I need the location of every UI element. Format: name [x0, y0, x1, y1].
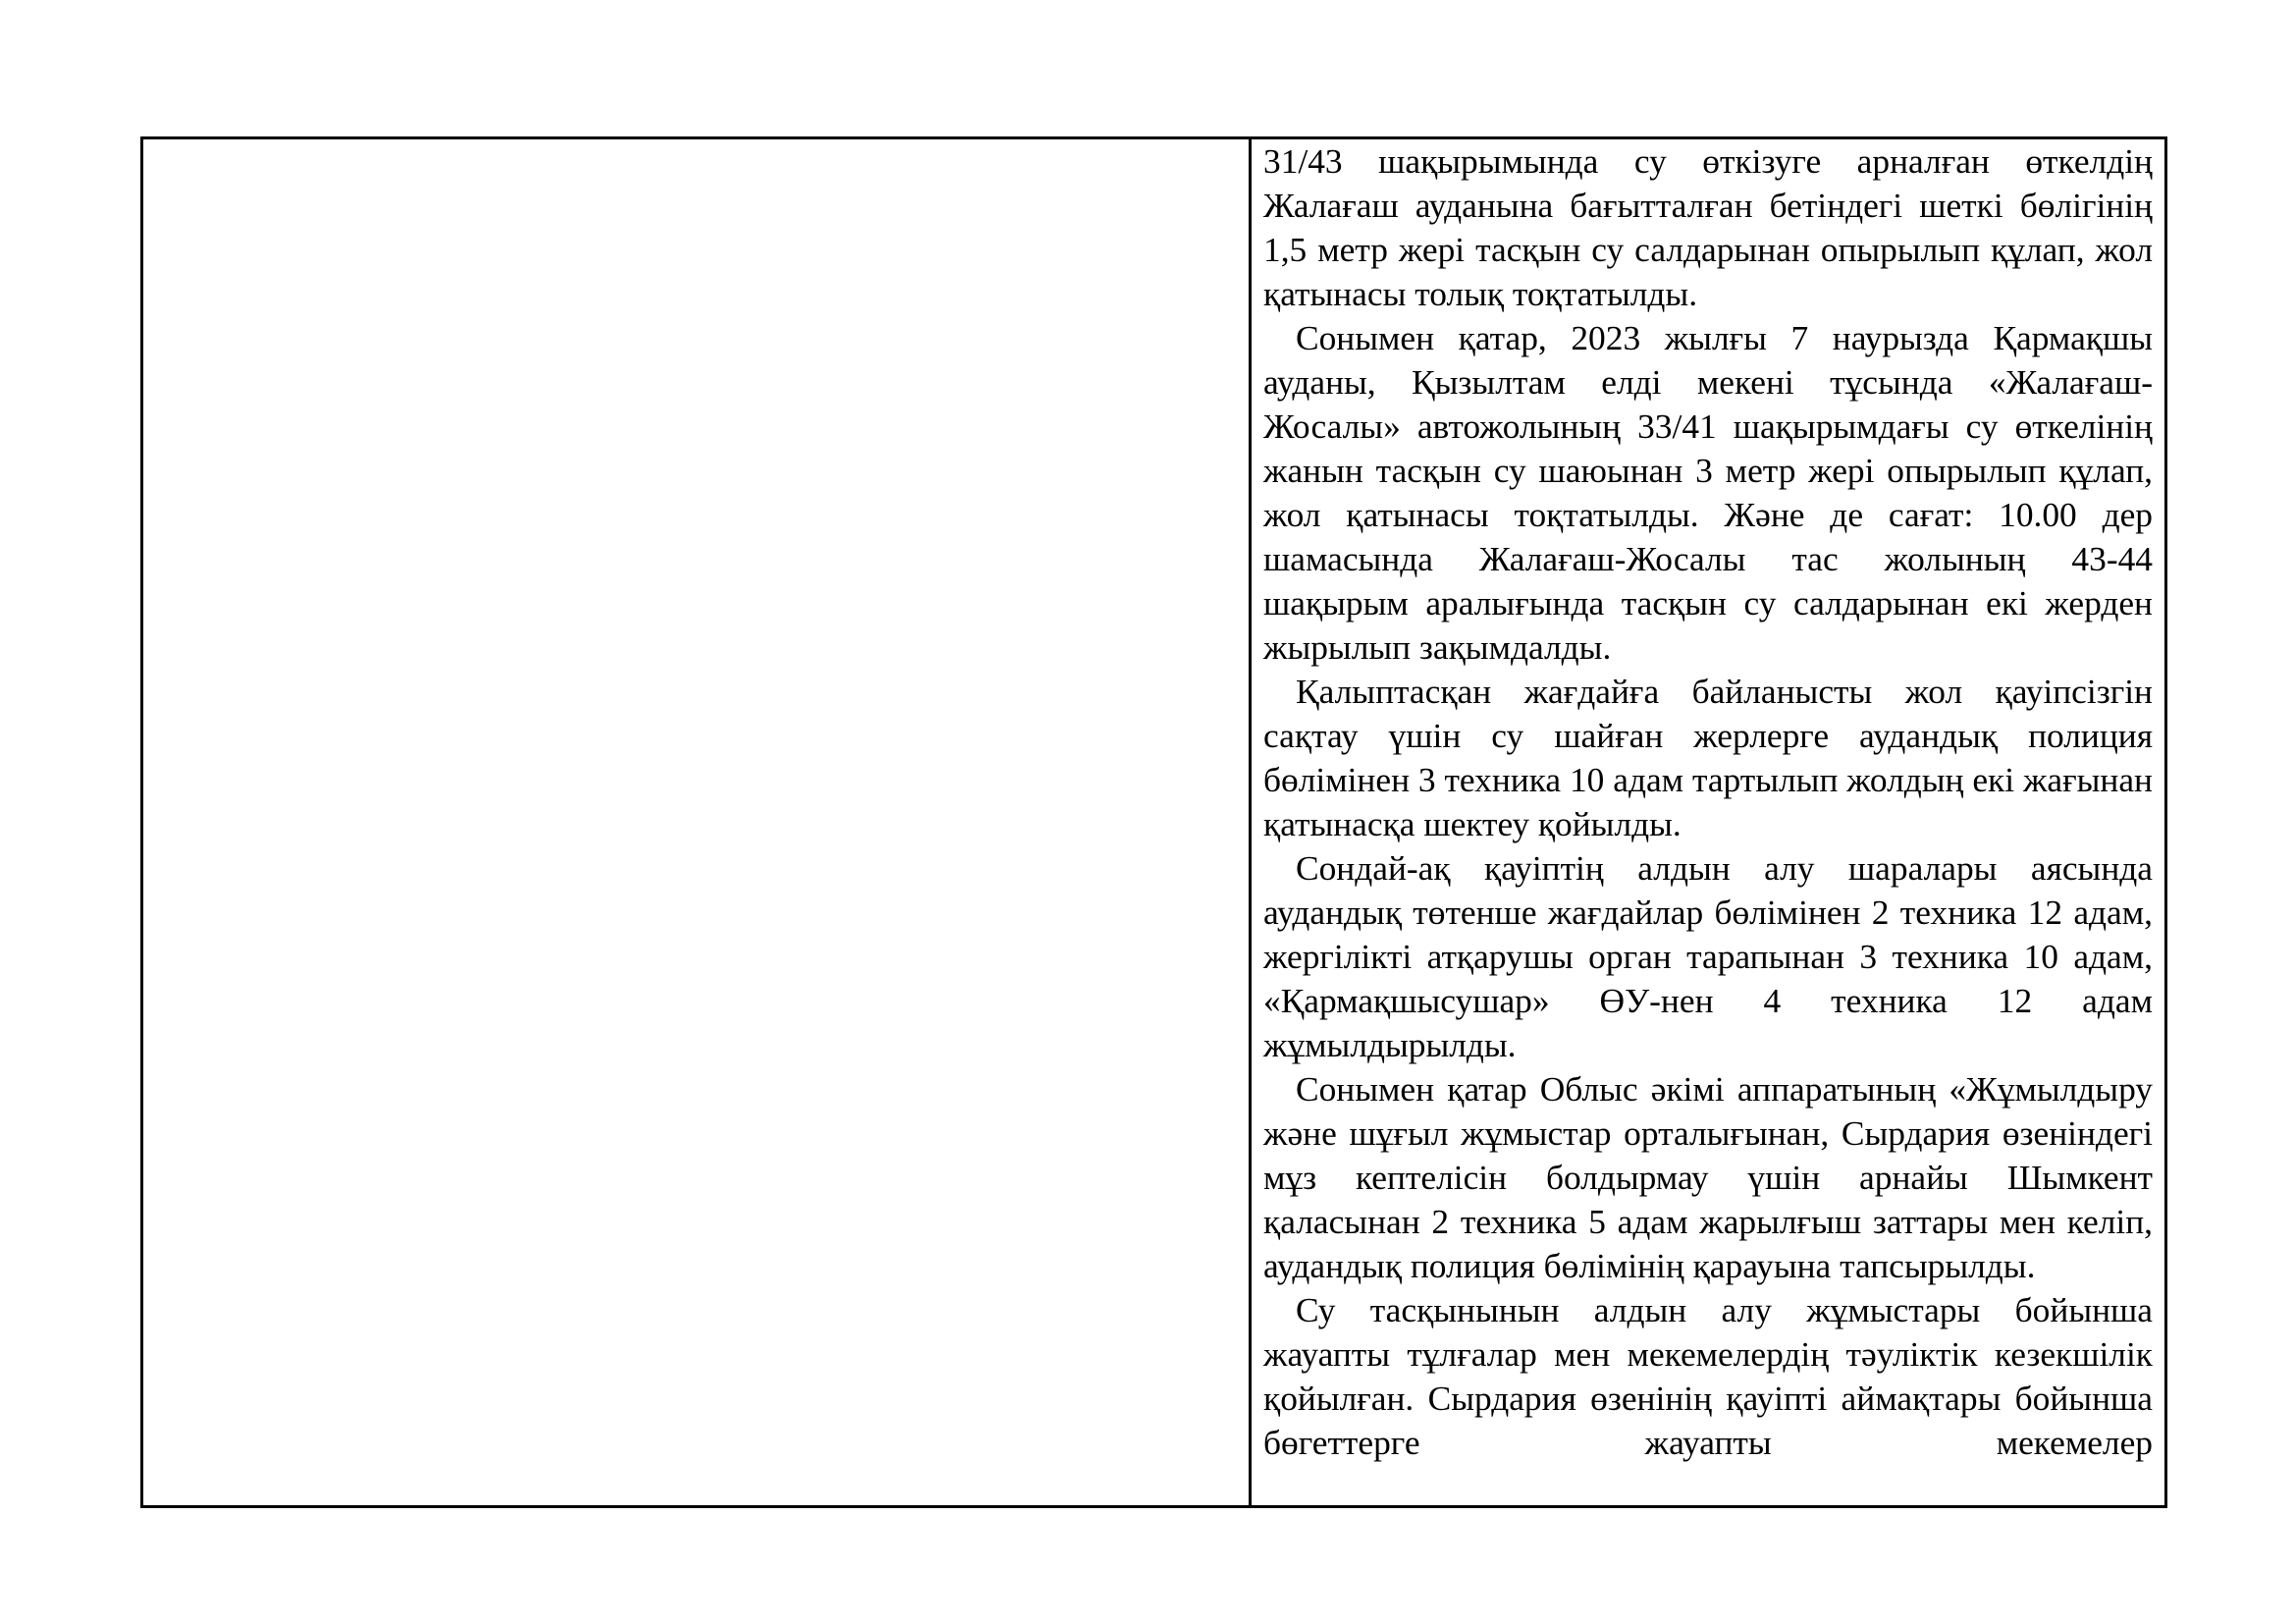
left-table-cell — [143, 139, 1252, 1505]
document-table — [140, 136, 2167, 1508]
paragraph-3: Қалыптасқан жағдайға байланысты жол қауіпсізгін сақтау үшін су шайған жерлерге аудандық полиция бөлімінен 3 техника 10 адам тартылып жолдың екі жағынан қатынасқа шектеу қойылды. — [1263, 672, 2153, 843]
right-table-cell — [1252, 139, 2164, 1505]
paragraph-5: Сонымен қатар Облыс әкімі аппаратының «Жұмылдыру және шұғыл жұмыстар орталығынан, Сырдария өзеніндегі мұз кептелісін болдырмау үшін арнайы Шымкент қаласынан 2 техника 5 адам жарылғыш заттары мен келіп, аудандық полиция бөлімінің қарауына тапсырылды. — [1263, 1069, 2153, 1285]
paragraph-4: Сондай-ақ қауіптің алдын алу шаралары аясында аудандық төтенше жағдайлар бөлімінен 2 техника 12 адам, жергілікті атқарушы орган тарапынан 3 техника 10 адам, «Қармақшысушар» ӨУ-нен 4 техника 12 адам жұмылдырылды. — [1263, 848, 2153, 1064]
paragraph-1: 31/43 шақырымында су өткізуге арналған өткелдің Жалағаш ауданына бағытталған бетіндегі шеткі бөлігінің 1,5 метр жері тасқын су салдарынан опырылып құлап, жол қатынасы толық тоқтатылды. — [1263, 141, 2153, 313]
paragraph-2: Сонымен қатар, 2023 жылғы 7 наурызда Қармақшы ауданы, Қызылтам елді мекені тұсында «Жалағаш-Жосалы» автожолының 33/41 шақырымдағы су өткелінің жанын тасқын су шаюынан 3 метр жері опырылып құлап, жол қатынасы тоқтатылды. Және де сағат: 10.00 дер шамасында Жалағаш-Жосалы тас жолының 43-44 шақырым аралығында тасқын су салдарынан екі жерден жырылып зақымдалды. — [1263, 318, 2153, 667]
paragraph-6: Су тасқынынын алдын алу жұмыстары бойынша жауапты тұлғалар мен мекемелердің тәуліктік кезекшілік қойылған. Сырдария өзенінің қауіпті аймақтары бойынша бөгеттерге жауапты мекемелер — [1263, 1290, 2153, 1462]
